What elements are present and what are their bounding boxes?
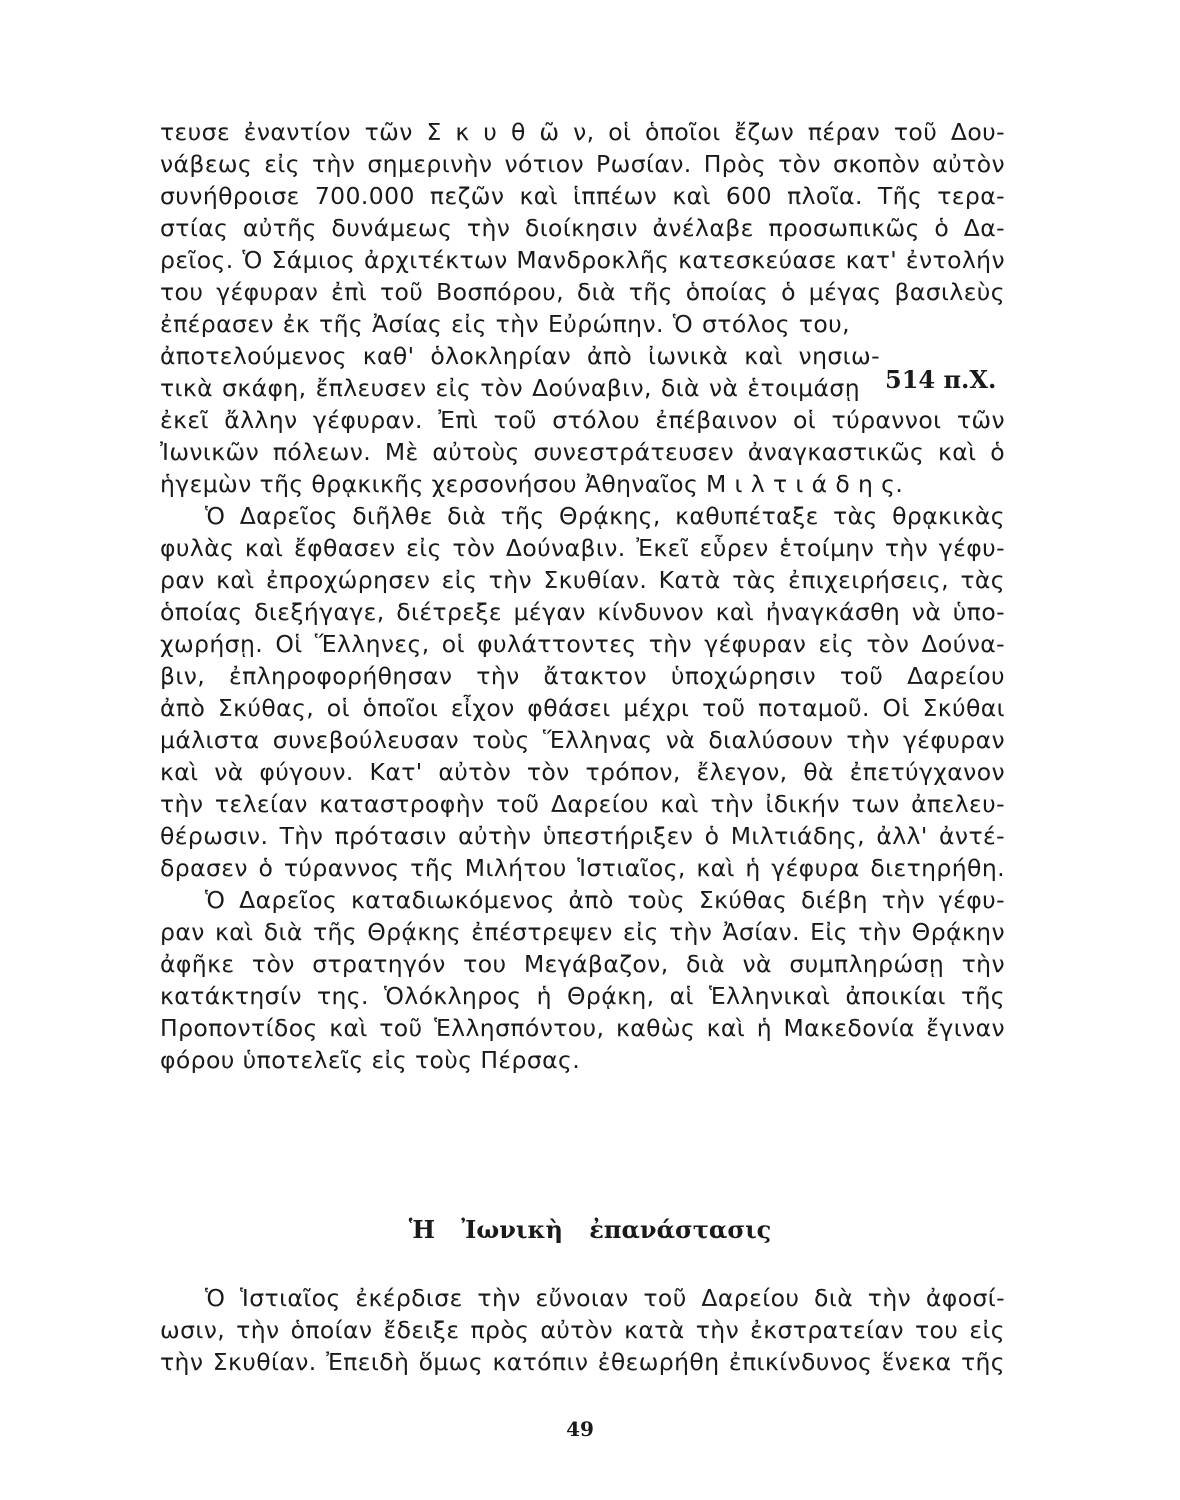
text-line: του γέφυραν ἐπὶ τοῦ Βοσπόρου, διὰ τῆς ὁποίας ὁ μέγας βασιλεὺς	[160, 278, 1005, 306]
text-line: τὴν τελείαν καταστροφὴν τοῦ Δαρείου καὶ τὴν ἰδικήν των ἀπελευ-	[160, 790, 1005, 818]
text-line: ἀφῆκε τὸν στρατηγόν του Μεγάβαζον, διὰ νὰ συμπληρώσῃ τὴν	[160, 950, 1005, 978]
text-line: Ὁ Ἱστιαῖος ἐκέρδισε τὴν εὔνοιαν τοῦ Δαρείου διὰ τὴν ἀφοσί-	[205, 1284, 1005, 1312]
text-line: Ὁ Δαρεῖος καταδιωκόμενος ἀπὸ τοὺς Σκύθας διέβη τὴν γέφυ-	[205, 886, 1005, 914]
text-line: ραν καὶ διὰ τῆς Θρᾴκης ἐπέστρεψεν εἰς τὴν Ἀσίαν. Εἰς τὴν Θρᾴκην	[160, 918, 1005, 946]
text-line: ἡγεμὼν τῆς θρᾳκικῆς χερσονήσου Ἀθηναῖος Μ ι λ τ ι ά δ η ς.	[160, 470, 904, 498]
text-line: ἀποτελούμενος καθ' ὁλοκληρίαν ἀπὸ ἰωνικὰ καὶ νησιω-	[160, 342, 880, 370]
text-line: νάβεως εἰς τὴν σημερινὴν νότιον Ρωσίαν. Πρὸς τὸν σκοπὸν αὐτὸν	[160, 150, 1005, 178]
text-line: τευσε ἐναντίον τῶν Σ κ υ θ ῶ ν, οἱ ὁποῖοι ἔζων πέραν τοῦ Δου-	[160, 118, 1005, 146]
text-line: φυλὰς καὶ ἔφθασεν εἰς τὸν Δούναβιν. Ἐκεῖ εὗρεν ἑτοίμην τὴν γέφυ-	[160, 534, 1005, 562]
text-line: ἐπέρασεν ἐκ τῆς Ἀσίας εἰς τὴν Εὐρώπην. Ὁ στόλος του,	[160, 310, 850, 338]
margin-date-note: 514 π.Χ.	[885, 365, 997, 394]
text-line: θέρωσιν. Τὴν πρότασιν αὐτὴν ὑπεστήριξεν ὁ Μιλτιάδης, ἀλλ' ἀντέ-	[160, 822, 1005, 850]
text-line: ραν καὶ ἐπροχώρησεν εἰς τὴν Σκυθίαν. Κατὰ τὰς ἐπιχειρήσεις, τὰς	[160, 566, 1005, 594]
text-line: τικὰ σκάφη, ἔπλευσεν εἰς τὸν Δούναβιν, διὰ νὰ ἑτοιμάσῃ	[160, 374, 860, 402]
text-line: ἐκεῖ ἄλλην γέφυραν. Ἐπὶ τοῦ στόλου ἐπέβαινον οἱ τύραννοι τῶν	[160, 406, 1005, 434]
text-line: στίας αὐτῆς δυνάμεως τὴν διοίκησιν ἀνέλαβε προσωπικῶς ὁ Δα-	[160, 214, 1005, 242]
text-line: τὴν Σκυθίαν. Ἐπειδὴ ὅμως κατόπιν ἐθεωρήθη ἐπικίνδυνος ἕνεκα τῆς	[160, 1348, 1005, 1376]
section-heading: Ἡ Ἰωνικὴ ἐπανάστασις	[408, 1215, 772, 1244]
text-line: Προποντίδος καὶ τοῦ Ἑλλησπόντου, καθὼς καὶ ἡ Μακεδονία ἔγιναν	[160, 1014, 1005, 1042]
text-line: ρεῖος. Ὁ Σάμιος ἀρχιτέκτων Μανδροκλῆς κατεσκεύασε κατ' ἐντολήν	[160, 246, 1005, 274]
page-number: 49	[566, 1417, 594, 1441]
text-line: κατάκτησίν της. Ὁλόκληρος ἡ Θρᾴκη, αἱ Ἑλληνικαὶ ἀποικίαι τῆς	[160, 982, 1005, 1010]
text-line: ἀπὸ Σκύθας, οἱ ὁποῖοι εἶχον φθάσει μέχρι τοῦ ποταμοῦ. Οἱ Σκύθαι	[160, 694, 1005, 722]
text-line: δρασεν ὁ τύραννος τῆς Μιλήτου Ἱστιαῖος, καὶ ἡ γέφυρα διετηρήθη.	[160, 854, 1005, 882]
text-line: ὁποίας διεξήγαγε, διέτρεξε μέγαν κίνδυνον καὶ ἠναγκάσθη νὰ ὑπο-	[160, 598, 1005, 626]
text-line: βιν, ἐπληροφορήθησαν τὴν ἄτακτον ὑποχώρησιν τοῦ Δαρείου	[160, 662, 1005, 690]
text-line: Ἰωνικῶν πόλεων. Μὲ αὐτοὺς συνεστράτευσεν ἀναγκαστικῶς καὶ ὁ	[160, 438, 1005, 466]
text-line: χωρήσῃ. Οἱ Ἕλληνες, οἱ φυλάττοντες τὴν γέφυραν εἰς τὸν Δούνα-	[160, 630, 1005, 658]
text-line: καὶ νὰ φύγουν. Κατ' αὐτὸν τὸν τρόπον, ἔλεγον, θὰ ἐπετύγχανον	[160, 758, 1005, 786]
text-line: φόρου ὑποτελεῖς εἰς τοὺς Πέρσας.	[160, 1046, 581, 1074]
text-line: Ὁ Δαρεῖος διῆλθε διὰ τῆς Θρᾴκης, καθυπέταξε τὰς θρᾳκικὰς	[205, 502, 1005, 530]
text-line: συνήθροισε 700.000 πεζῶν καὶ ἱππέων καὶ 600 πλοῖα. Τῆς τερα-	[160, 182, 1005, 210]
text-line: ωσιν, τὴν ὁποίαν ἔδειξε πρὸς αὐτὸν κατὰ τὴν ἐκστρατείαν του εἰς	[160, 1316, 1005, 1344]
text-line: μάλιστα συνεβούλευσαν τοὺς Ἕλληνας νὰ διαλύσουν τὴν γέφυραν	[160, 726, 1005, 754]
